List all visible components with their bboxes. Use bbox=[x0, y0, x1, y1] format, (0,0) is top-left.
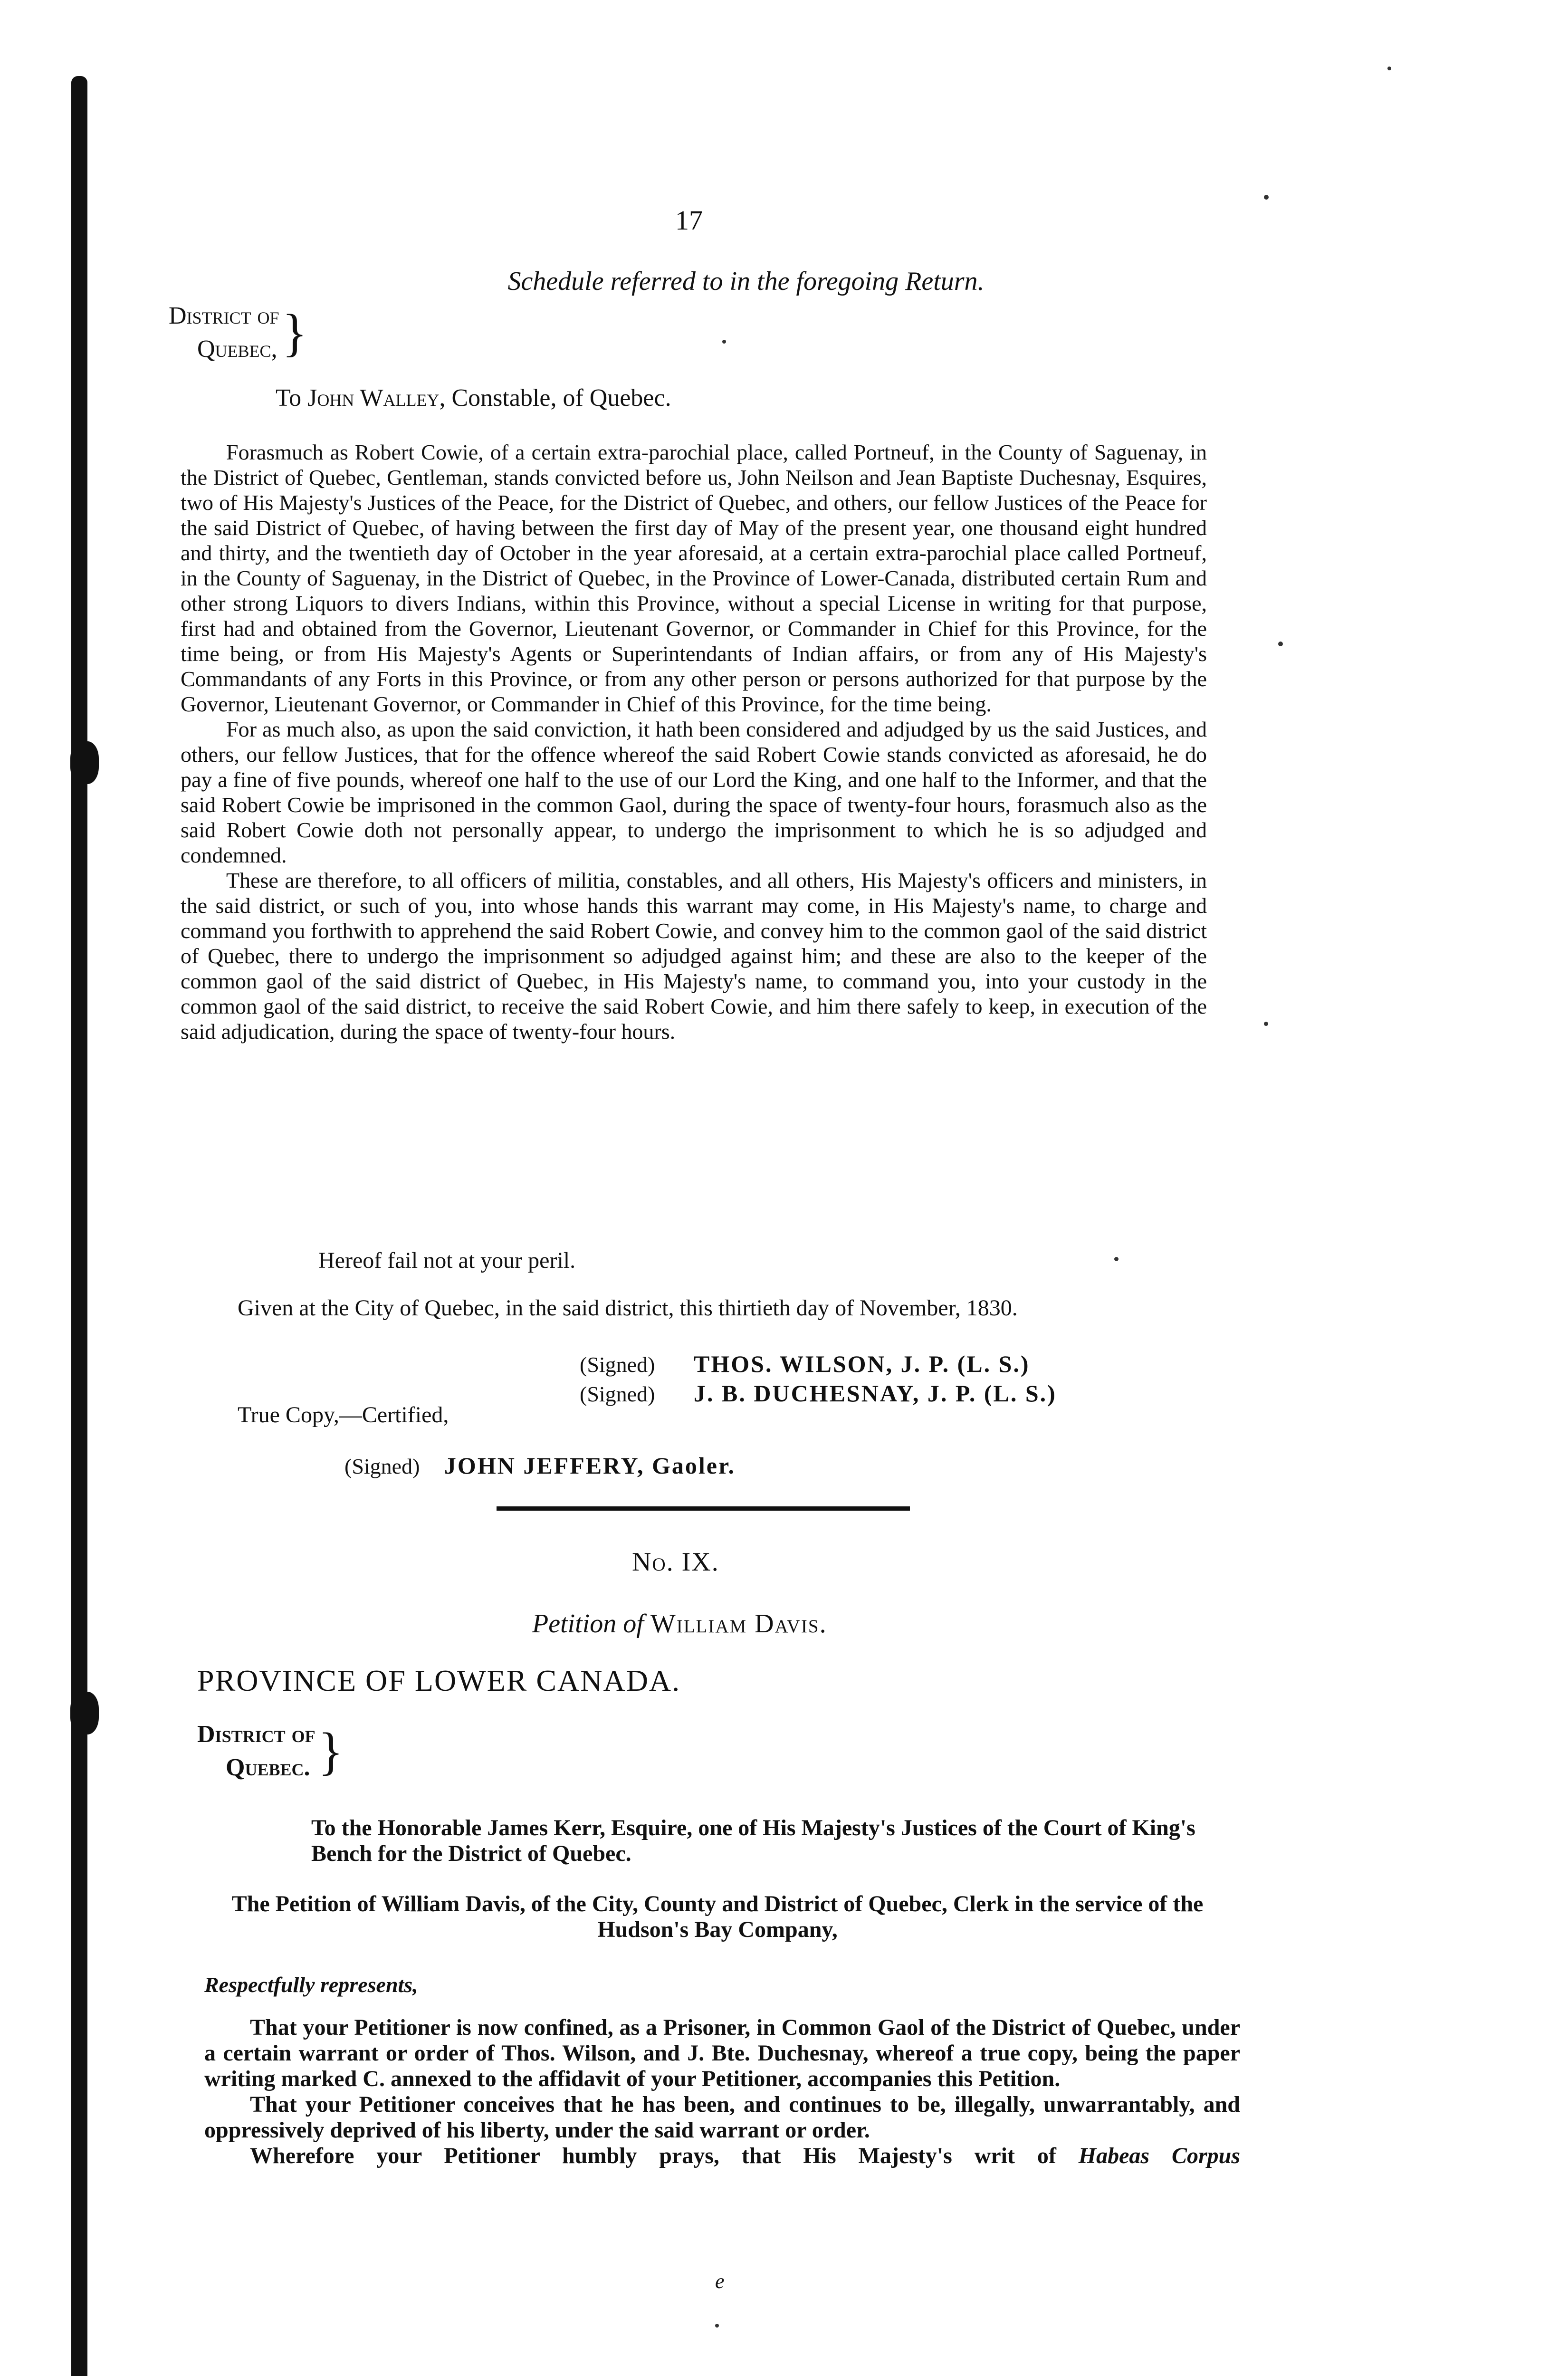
constable-name: John Walley, bbox=[307, 384, 446, 412]
district-line: District of bbox=[169, 302, 279, 329]
scan-speck bbox=[1387, 67, 1391, 70]
margin-mark bbox=[70, 741, 99, 784]
respectfully-heading: Respectfully represents, bbox=[204, 1973, 418, 1997]
signature-mark: e bbox=[715, 2270, 725, 2293]
paragraph bbox=[204, 2143, 1240, 2169]
petition-word: Petition bbox=[532, 1609, 617, 1638]
paragraph: That your Petitioner is now confined, as a Prisoner, in Common Gaol of the District of Quebec, under a certain warrant or order of Thos. Wilson, and J. Bte. Duchesnay, whereof a true copy, being the paper writing marked C. annexed to the affidavit of your Petitioner, accompanies this Petition. bbox=[204, 2015, 1240, 2091]
addressee-honorable: To the Honorable James Kerr, Esquire, one of His Majesty's Justices of the Court of King's Bench for the District of Quebec. bbox=[311, 1815, 1195, 1866]
province-heading: PROVINCE OF LOWER CANADA. bbox=[197, 1664, 681, 1697]
scan-speck bbox=[1278, 642, 1283, 646]
latin-term: Habeas Corpus bbox=[1078, 2143, 1241, 2168]
signature-line bbox=[580, 1350, 1057, 1379]
paragraph: That your Petitioner conceives that he has been, and continues to be, illegally, unwarrantably, and oppressively deprived of his liberty, under the said warrant or order. bbox=[204, 2092, 1240, 2143]
signature-line bbox=[580, 1379, 1057, 1408]
scan-speck bbox=[1264, 1022, 1268, 1026]
petitioner-name: William Davis. bbox=[650, 1609, 827, 1638]
signatory-name: THOS. WILSON, J. P. (L. S.) bbox=[694, 1351, 1030, 1377]
signed-label: (Signed) bbox=[580, 1382, 655, 1406]
scan-speck bbox=[715, 2324, 719, 2328]
signed-label: (Signed) bbox=[580, 1352, 655, 1377]
district-block bbox=[169, 299, 307, 366]
schedule-heading: Schedule referred to in the foregoing Return. bbox=[507, 267, 985, 296]
paragraph: Forasmuch as Robert Cowie, of a certain extra-parochial place, called Portneuf, in the County of Saguenay, in the District of Quebec, Gentleman, stands convicted before us, John Neilson and Jean Baptiste Duchesnay, Esquires, two of His Majesty's Justices of the Peace, for the District of Quebec, and others, our fellow Justices of the Peace for the said District of Quebec, of having between the first day of May of the present year, one thousand eight hundred and thirty, and the twentieth day of October in the year aforesaid, at a certain extra-parochial place called Portneuf, in the County of Saguenay, in the District of Quebec, in the Province of Lower-Canada, distributed certain Rum and other strong Liquors to divers Indians, within this Province, without a special License in writing for that purpose, first had and obtained from the Governor, Lieutenant Governor, or Commander in Chief for this Province, for the time being, or from His Majesty's Agents or Superintendants of Indian affairs, or from any of His Majesty's Commandants of any Forts in this Province, or from any other person or persons authorized for that purpose by the Governor, Lieutenant Governor, or Commander in Chief of this Province, for the time being. bbox=[181, 440, 1207, 716]
brace: } bbox=[282, 304, 307, 362]
true-copy-line: True Copy,—Certified, bbox=[238, 1402, 449, 1428]
paragraph-text: Wherefore your Petitioner humbly prays, that His Majesty's writ of bbox=[250, 2143, 1056, 2168]
scan-speck bbox=[1114, 1257, 1119, 1261]
district-block bbox=[197, 1718, 343, 1784]
district-line: District of bbox=[197, 1721, 316, 1748]
petition-title bbox=[532, 1609, 827, 1639]
of-word: of bbox=[623, 1609, 644, 1638]
district-line: Quebec. bbox=[226, 1754, 310, 1781]
petition-intro: The Petition of William Davis, of the City, County and District of Quebec, Clerk in the service of the Hudson's Bay Company, bbox=[231, 1891, 1204, 1942]
brace: } bbox=[318, 1722, 344, 1780]
gaoler-signature bbox=[344, 1452, 736, 1479]
given-line: Given at the City of Quebec, in the said district, this thirtieth day of November, 1830. bbox=[238, 1295, 1018, 1321]
petition-body bbox=[204, 2015, 1240, 2169]
signature-block bbox=[580, 1350, 1057, 1408]
scan-speck bbox=[1264, 195, 1269, 200]
scan-speck bbox=[722, 340, 726, 344]
section-divider bbox=[497, 1506, 910, 1511]
gaoler-name: JOHN JEFFERY, Gaoler. bbox=[444, 1452, 736, 1479]
district-line: Quebec, bbox=[197, 335, 277, 363]
warrant-body bbox=[181, 440, 1207, 1044]
to-prefix: To bbox=[276, 384, 302, 412]
signed-label: (Signed) bbox=[344, 1454, 420, 1478]
signatory-name: J. B. DUCHESNAY, J. P. (L. S.) bbox=[694, 1380, 1057, 1407]
margin-mark bbox=[70, 1692, 99, 1734]
margin-rule bbox=[71, 76, 87, 2376]
to-rest: Constable, of Quebec. bbox=[451, 384, 671, 412]
paragraph: For as much also, as upon the said conviction, it hath been considered and adjudged by us the said Justices, and others, our fellow Justices, that for the offence whereof the said Robert Cowie stands convicted as aforesaid, he do pay a fine of five pounds, whereof one half to the use of our Lord the King, and one half to the Informer, and that the said Robert Cowie be imprisoned in the common Gaol, during the space of twenty-four hours, forasmuch also as the said Robert Cowie doth not personally appear, to undergo the imprisonment to which he is so adjudged and condemned. bbox=[181, 717, 1207, 867]
section-number: No. IX. bbox=[632, 1547, 719, 1577]
addressee-line bbox=[276, 384, 671, 412]
page-number: 17 bbox=[675, 205, 703, 236]
hereof-line: Hereof fail not at your peril. bbox=[318, 1248, 576, 1273]
paragraph: These are therefore, to all officers of militia, constables, and all others, His Majesty's officers and ministers, in the said district, or such of you, into whose hands this warrant may come, in His Majesty's name, to charge and command you forthwith to apprehend the said Robert Cowie, and convey him to the common gaol of the said district of Quebec, there to undergo the imprisonment so adjudged against him; and these are also to the keeper of the common gaol of the said district of Quebec, in His Majesty's name, to command you, into your custody in the common gaol of the said district, to receive the said Robert Cowie, and him there safely to keep, in execution of the said adjudication, during the space of twenty-four hours. bbox=[181, 868, 1207, 1044]
